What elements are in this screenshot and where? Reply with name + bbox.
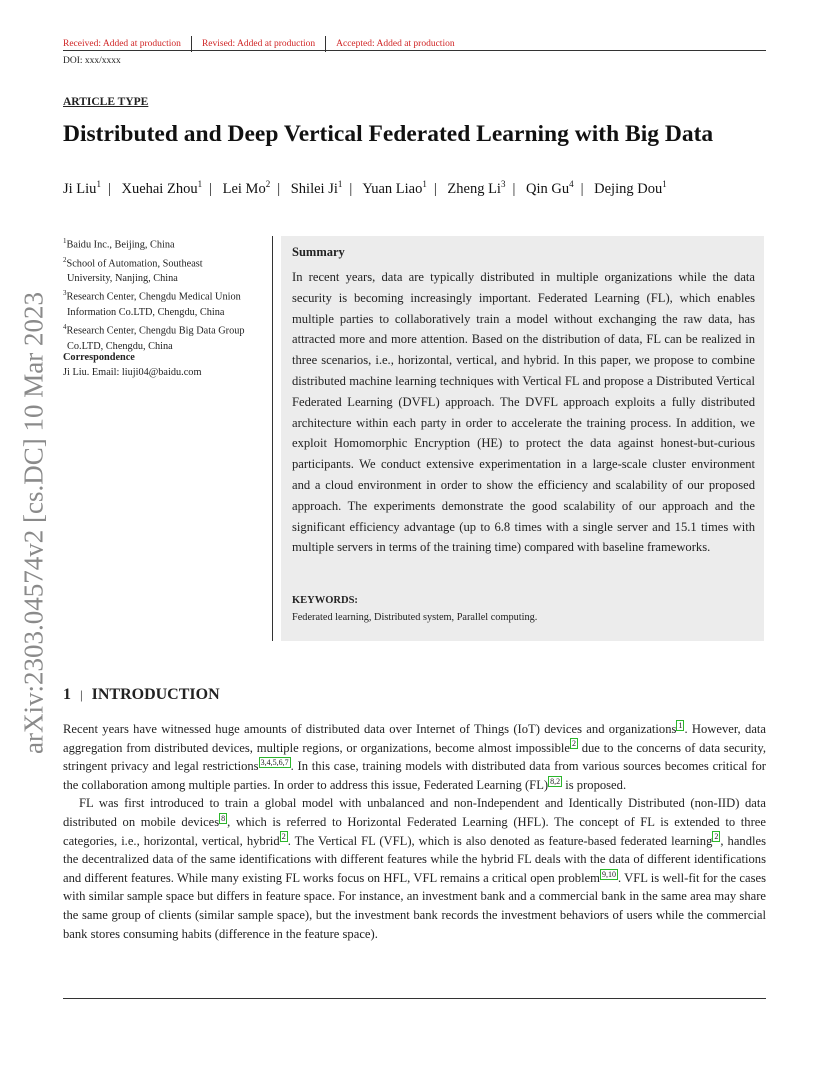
affiliations: $^1$Baidu Inc., Beijing, China $^2$School of Automation, Southeast University, Nanjing, China $^3$Research Center, Chengdu Medical Union Information Co.LTD, Chengdu, China $^4$Research Center, Chengdu Big Data Group Co.LTD, Chengdu, China: [63, 237, 245, 352]
article-type: ARTICLE TYPE: [63, 96, 149, 108]
author: Qin Gu$^4$: [526, 179, 574, 197]
citation-link[interactable]: 8,2: [550, 776, 561, 786]
doi: DOI: xxx/xxxx: [63, 56, 121, 66]
keywords: Federated learning, Distributed system, Parallel computing.: [292, 612, 538, 623]
author: Shilei Ji$^1$: [290, 179, 343, 197]
citation-link[interactable]: 1: [678, 720, 683, 730]
author: Zheng Li$^3$: [447, 179, 506, 197]
citation-link[interactable]: 2: [571, 739, 576, 749]
citation-link[interactable]: 2: [714, 832, 719, 842]
section-heading: 1 | INTRODUCTION: [63, 686, 220, 703]
author: Ji Liu$^1$: [63, 179, 101, 197]
citation-link[interactable]: 2: [281, 832, 286, 842]
arxiv-side-label: arXiv:2303.04574v2 [cs.DC] 10 Mar 2023: [18, 292, 49, 754]
paragraph: Recent years have witnessed huge amounts of distributed data over Internet of Things (IoT) devices and organizations $^1$ . However, data aggregation from distributed devices, multiple regions, or organizations, become almost impossible $^2$ due to the concerns of data security, stringent privacy and legal restrictions $^{3,4,5,6,7}$ . In this case, training models with distributed data from various sources becomes critical for the collaboration among multiple parties. In order to address this issue, Federated Learning (FL) $^{8,2}$ is proposed.: [63, 720, 767, 792]
paper-title: Distributed and Deep Vertical Federated Learning with Big Data: [63, 121, 714, 147]
received-date: Received: Added at production: [63, 39, 181, 49]
citation-link[interactable]: 9,10: [601, 869, 616, 879]
author: Xuehai Zhou$^1$: [121, 179, 203, 197]
summary-heading: Summary: [292, 245, 345, 259]
author: Dejing Dou$^1$: [594, 179, 667, 197]
paragraph: FL was first introduced to train a global model with unbalanced and non-Independent and Identically Distributed (non-IID) data distributed on mobile devices $^8$ , which is referred to Horizontal Federated Learning (HFL). The concept of FL is extended to three categories, i.e., horizontal, vertical, hybrid $^2$ . The Vertical FL (VFL), which is also denoted as feature-based federated learning $^2$ , handles the decentralized data of the same identifications with different features while the hybrid FL deals with the data of different identifications and different features. While many existing FL works focus on HFL, VFL remains a critical open problem $^{9,10}$ . VFL is well-fit for the cases with similar sample space but differs in feature space. For instance, an investment bank and a commercial bank in the same area may share the same group of clients (similar sample space), but the investment bank records the investment behaviors of users while the commercial bank stores consuming habits (difference in the feature space).: [63, 796, 766, 941]
summary-text: In recent years, data are typically distributed in multiple organizations while the data security is becoming increasingly important. Federated Learning (FL), which enables multiple parties to collaboratively train a model without exchanging the raw data, has attracted more and more attention. Based on the distribution of data, FL can be realized in three scenarios, i.e., horizontal, vertical, and hybrid. In this paper, we propose to combine distributed machine learning techniques with Vertical FL and propose a Distributed Vertical Federated Learning (DVFL) approach. The DVFL approach exploits a fully distributed architecture within each party in order to accelerate the training process. In addition, we exploit Homomorphic Encryption (HE) to protect the data against honest-but-curious participants. We conduct extensive experimentation in a large-scale cluster environment and a cloud environment in order to show the efficiency and scalability of our proposed approach. The experiments demonstrate the good scalability of our approach and the significant efficiency advantage (up to 6.8 times with a single server and 15.1 times with multiple servers in terms of the training time) compared with baseline frameworks.: [292, 270, 755, 555]
revised-date: Revised: Added at production: [201, 39, 316, 49]
header-rule: [63, 50, 766, 51]
author: Lei Mo$^2$: [222, 179, 271, 197]
citation-link[interactable]: 3,4,5,6,7: [260, 758, 289, 767]
accepted-date: Accepted: Added at production: [336, 39, 455, 49]
author: Yuan Liao$^1$: [362, 179, 427, 197]
introduction-body: [63, 720, 766, 943]
author-list: Ji Liu$^1$ | Xuehai Zhou$^1$ | Lei Mo$^2$ | Shilei Ji$^1$ | Yuan Liao$^1$ | Zheng Li$^3$ | Qin Gu$^4$ | Dejing Dou$^1$: [63, 179, 667, 197]
correspondence-email: Ji Liu. Email: liuji04@baidu.com: [63, 367, 202, 378]
keywords-heading: KEYWORDS:: [292, 595, 358, 606]
correspondence-heading: Correspondence: [63, 352, 135, 363]
footer-rule: [63, 998, 766, 999]
citation-link[interactable]: 8: [221, 813, 226, 823]
summary-rule: [272, 236, 273, 641]
